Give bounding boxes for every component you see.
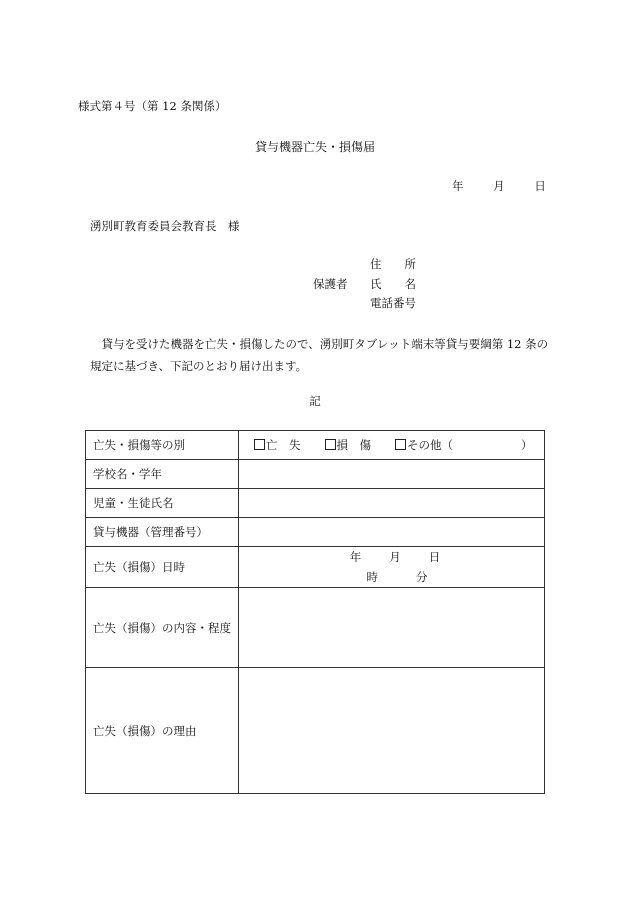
option-other[interactable]: その他（ xyxy=(395,437,453,453)
option-loss[interactable]: 亡 失 xyxy=(254,437,301,453)
dt-hour: 時 xyxy=(366,570,378,584)
datetime-time-line xyxy=(246,567,544,587)
datetime-date-line xyxy=(246,547,544,567)
school-field[interactable] xyxy=(239,460,545,489)
dt-year: 年 xyxy=(349,550,362,564)
ki-heading: 記 xyxy=(309,394,321,408)
checkbox-loss[interactable] xyxy=(254,439,265,450)
other-input[interactable] xyxy=(453,437,521,453)
table-row-reason xyxy=(86,668,545,794)
category-label: 亡失・損傷等の別 xyxy=(86,431,239,460)
date-year: 年 xyxy=(452,179,464,193)
reason-label: 亡失（損傷）の理由 xyxy=(86,668,239,794)
submission-date xyxy=(452,178,546,194)
dt-month: 月 xyxy=(389,550,401,564)
category-options xyxy=(239,431,545,460)
details-field[interactable] xyxy=(239,588,545,668)
option-damage[interactable]: 損 傷 xyxy=(325,437,372,453)
guardian-address-label: 住 所 xyxy=(370,257,416,271)
form-number: 様式第４号（第 12 条関係） xyxy=(78,99,227,113)
guardian-label: 保護者 xyxy=(313,277,348,291)
dt-minute: 分 xyxy=(416,570,428,584)
student-label: 児童・生徒氏名 xyxy=(86,489,239,518)
date-day: 日 xyxy=(534,179,546,193)
guardian-name-label: 氏 名 xyxy=(370,277,416,291)
guardian-phone-label: 電話番号 xyxy=(370,296,416,310)
school-label: 学校名・学年 xyxy=(86,460,239,489)
datetime-label: 亡失（損傷）日時 xyxy=(86,547,239,588)
details-label: 亡失（損傷）の内容・程度 xyxy=(86,588,239,668)
date-month: 月 xyxy=(493,179,505,193)
report-table xyxy=(85,430,545,794)
dt-day: 日 xyxy=(428,550,441,564)
reason-field[interactable] xyxy=(239,668,545,794)
table-row-category xyxy=(86,431,545,460)
device-label: 貸与機器（管理番号） xyxy=(86,518,239,547)
option-other-close: ） xyxy=(521,438,533,452)
body-line-1: 貸与を受けた機器を亡失・損傷したので、湧別町タブレット端末等貸与要綱第 12 条の xyxy=(90,337,549,351)
student-field[interactable] xyxy=(239,489,545,518)
addressee: 湧別町教育委員会教育長 様 xyxy=(90,219,240,233)
table-row-school xyxy=(86,460,545,489)
body-line-2: 規定に基づき、下記のとおり届け出ます。 xyxy=(90,359,308,373)
body-text xyxy=(90,333,560,377)
document-title: 貸与機器亡失・損傷届 xyxy=(254,140,375,154)
table-row-details xyxy=(86,588,545,668)
device-field[interactable] xyxy=(239,518,545,547)
checkbox-other[interactable] xyxy=(395,439,406,450)
table-row-student xyxy=(86,489,545,518)
checkbox-damage[interactable] xyxy=(325,439,336,450)
table-row-datetime xyxy=(86,547,545,588)
table-row-device xyxy=(86,518,545,547)
datetime-field[interactable] xyxy=(239,547,545,588)
